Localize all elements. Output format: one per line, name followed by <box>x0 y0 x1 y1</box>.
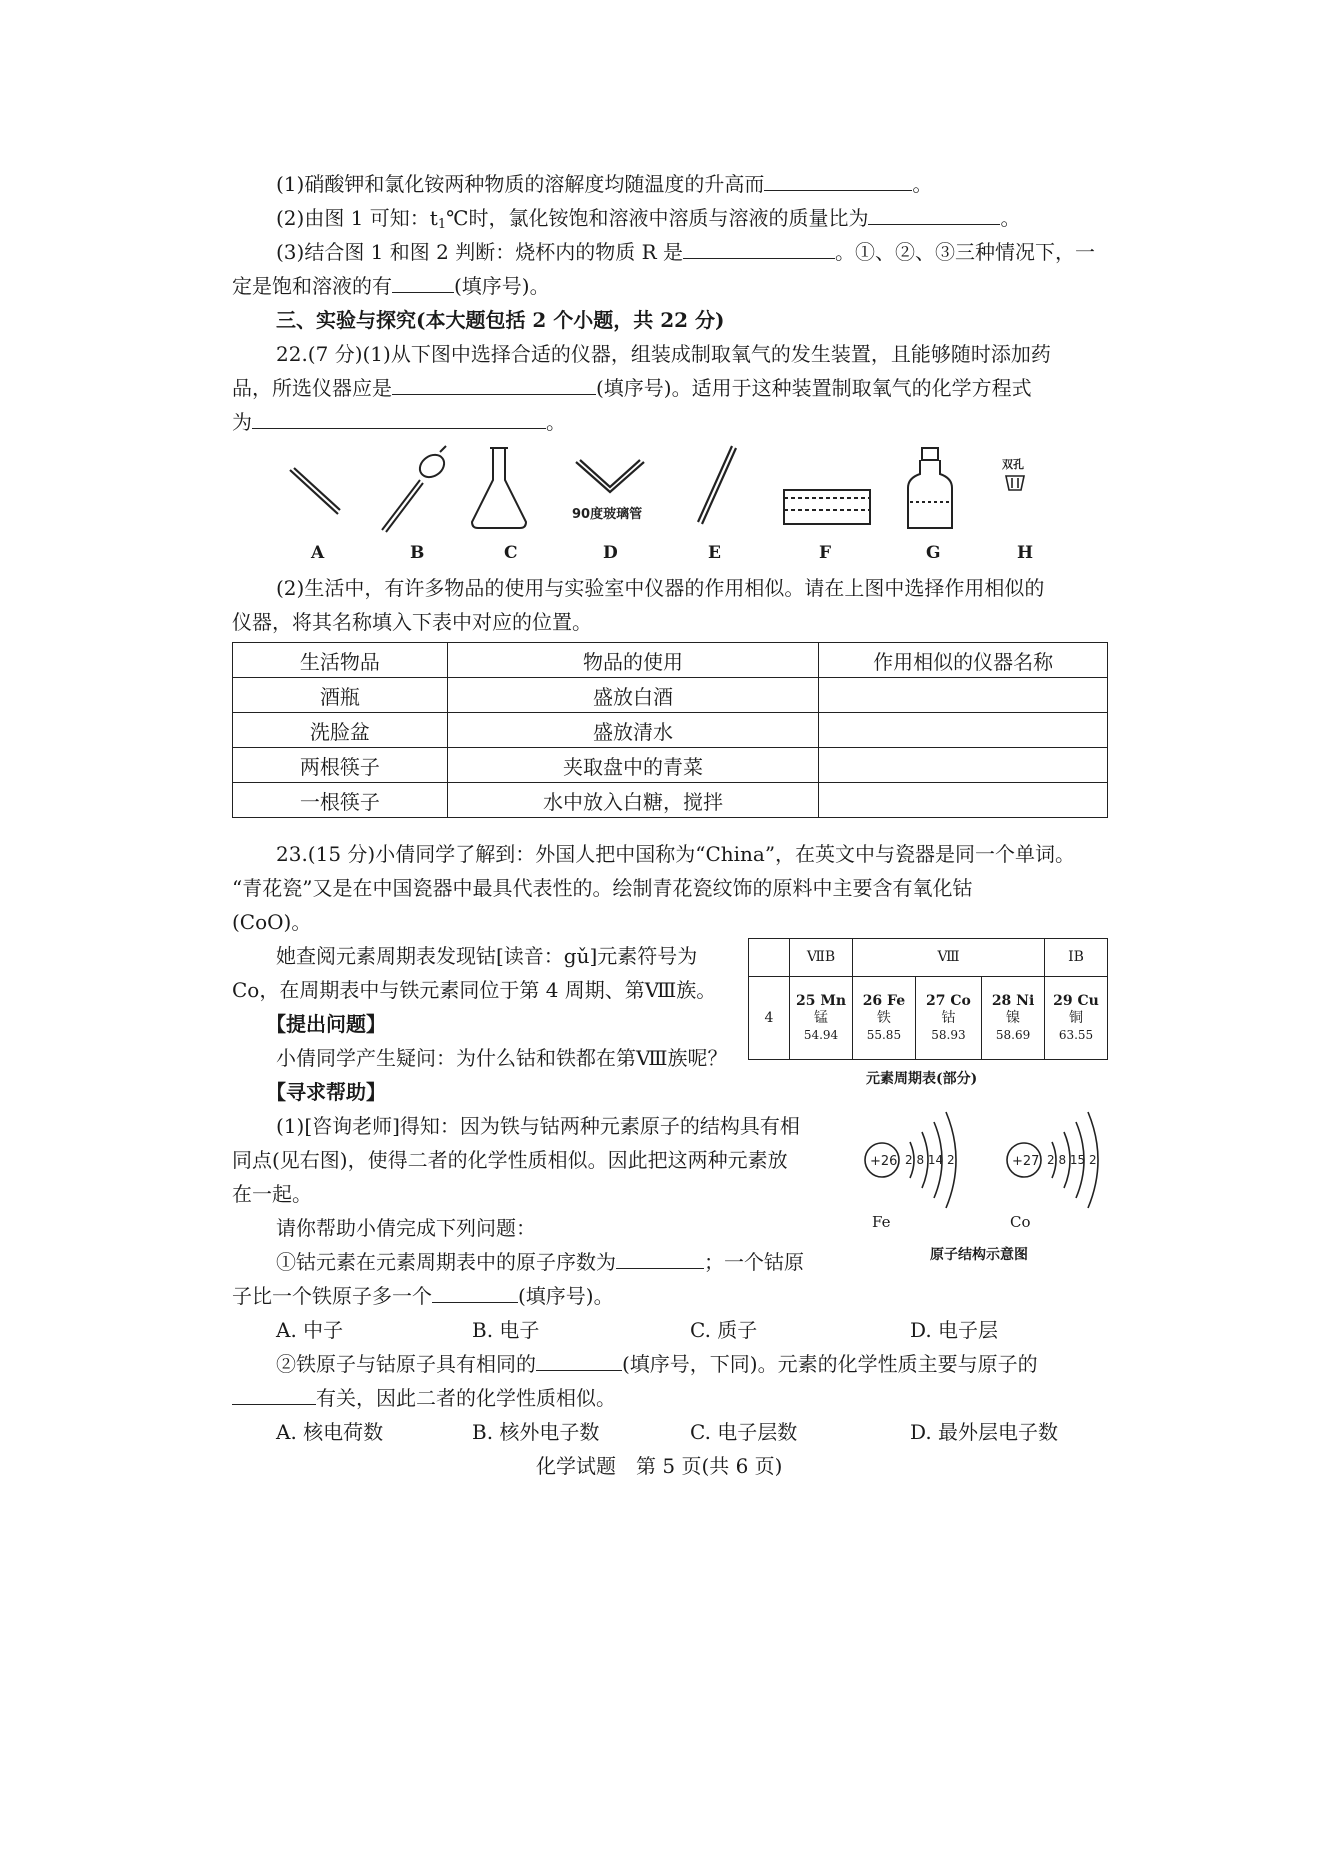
answer-blank[interactable] <box>232 1384 316 1405</box>
apparatus-figure <box>280 440 1060 540</box>
table-cell: 两根筷子 <box>233 748 448 783</box>
group-header: ⅠB <box>1045 939 1108 977</box>
atom-structure-diagram <box>860 1102 1110 1212</box>
q22-l2-text-b: (填序号)。适用于这种装置制取氧气的化学方程式 <box>596 376 1032 400</box>
answer-blank[interactable] <box>868 204 1000 225</box>
q21-p1-text: (1)硝酸钾和氯化铵两种物质的溶解度均随温度的升高而 <box>276 172 765 196</box>
element-mass: 54.94 <box>803 1027 839 1042</box>
option-b[interactable]: B. 电子 <box>472 1318 540 1342</box>
q21-p3-text-b: 。①、②、③三种情况下，一 <box>834 240 1095 264</box>
table-cell: 盛放清水 <box>447 713 819 748</box>
heading-propose-question: 【提出问题】 <box>266 1012 386 1036</box>
table-cell: 一根筷子 <box>233 783 448 818</box>
q23-line13 <box>276 1350 1038 1378</box>
table-cell: 盛放白酒 <box>447 678 819 713</box>
option-c[interactable]: C. 质子 <box>690 1318 758 1342</box>
answer-blank[interactable] <box>252 408 546 429</box>
element-mass: 63.55 <box>1058 1027 1094 1042</box>
table-cell: 洗脸盆 <box>233 713 448 748</box>
heading-seek-help: 【寻求帮助】 <box>266 1080 386 1104</box>
q23-line14 <box>232 1384 616 1412</box>
answer-blank[interactable] <box>616 1248 704 1269</box>
q23-line9: 在一起。 <box>232 1182 312 1206</box>
page-footer: 化学试题 第 5 页(共 6 页) <box>536 1454 783 1478</box>
conical-flask-icon <box>472 448 526 528</box>
glass-rod-icon <box>698 446 736 524</box>
long-neck-funnel-icon <box>382 446 448 532</box>
answer-cell[interactable] <box>819 713 1108 748</box>
option-a[interactable]: A. 中子 <box>276 1318 344 1342</box>
element-name: 钴 <box>941 1009 956 1026</box>
answer-blank[interactable] <box>392 374 596 395</box>
q23-line3: (CoO)。 <box>232 910 312 934</box>
q22-part2-line1: (2)生活中，有许多物品的使用与实验室中仪器的作用相似。请在上图中选择作用相似的 <box>276 576 1045 600</box>
table-cell: 水中放入白糖，搅拌 <box>447 783 819 818</box>
gas-bottle-icon <box>908 448 952 528</box>
group-header: ⅦB <box>790 939 853 977</box>
option-b[interactable]: B. 核外电子数 <box>472 1420 600 1444</box>
option-c[interactable]: C. 电子层数 <box>690 1420 798 1444</box>
q23-l14-text: 有关，因此二者的化学性质相似。 <box>316 1386 616 1410</box>
element-cell <box>790 977 853 1060</box>
q23-l13-text-b: (填序号，下同)。元素的化学性质主要与原子的 <box>622 1352 1038 1376</box>
q23-line10: 请你帮助小倩完成下列问题： <box>276 1216 536 1240</box>
apparatus-label-h: H <box>1017 543 1034 563</box>
fe-shell-electrons: 2 8 14 2 <box>905 1153 955 1167</box>
element-symbol: 29 Cu <box>1053 992 1099 1009</box>
element-cell <box>853 977 916 1060</box>
q21-part3 <box>276 238 1095 266</box>
q22-l3-text-a: 为 <box>232 410 252 434</box>
element-cell <box>1045 977 1108 1060</box>
co-shell-electrons: 2 8 15 2 <box>1047 1153 1097 1167</box>
element-symbol: 25 Mn <box>795 992 847 1009</box>
table-cell: 夹取盘中的青菜 <box>447 748 819 783</box>
fe-label: Fe <box>872 1213 891 1231</box>
q23-line11 <box>276 1248 804 1276</box>
q23-line6: 小倩同学产生疑问：为什么钴和铁都在第Ⅷ族呢？ <box>276 1046 728 1070</box>
table-header: 生活物品 <box>233 643 448 678</box>
q21-part3-cont <box>232 272 550 300</box>
co-label: Co <box>1010 1213 1031 1231</box>
answer-cell[interactable] <box>819 783 1108 818</box>
apparatus-label-d: D <box>603 543 618 563</box>
fe-nucleus-charge: +26 <box>870 1154 898 1169</box>
q22-line1: 22.(7 分)(1)从下图中选择合适的仪器，组装成制取氧气的发生装置，且能够随时添加药 <box>276 342 1051 366</box>
answer-blank[interactable] <box>392 272 454 293</box>
section-heading: 三、实验与探究(本大题包括 2 个小题，共 22 分) <box>276 308 725 332</box>
q23-l11-text-b: ；一个钴原 <box>704 1250 804 1274</box>
apparatus-label-g: G <box>926 543 941 563</box>
tweezers-icon <box>290 468 340 514</box>
group-header: Ⅷ <box>853 939 1045 977</box>
apparatus-label-e: E <box>708 543 721 563</box>
two-hole-stopper-icon <box>1006 476 1024 490</box>
glass-tube-90-icon <box>576 460 644 492</box>
stopper-label: 双孔 <box>1002 458 1024 471</box>
answer-blank[interactable] <box>536 1350 622 1371</box>
periodic-table-excerpt <box>748 938 1108 1060</box>
q21-p3-text-c: 定是饱和溶液的有 <box>232 274 392 298</box>
q22-l3-end: 。 <box>546 410 566 434</box>
answer-blank[interactable] <box>764 170 912 191</box>
q23-line12 <box>232 1282 614 1310</box>
q21-part1 <box>276 170 932 198</box>
option-d[interactable]: D. 电子层 <box>910 1318 999 1342</box>
element-mass: 55.85 <box>866 1027 902 1042</box>
options-row-2 <box>276 1418 1058 1446</box>
table-row <box>233 783 1108 818</box>
apparatus-label-a: A <box>311 543 325 563</box>
q23-line8: 同点(见右图)，使得二者的化学性质相似。因此把这两种元素放 <box>232 1148 788 1172</box>
q21-p1-end: 。 <box>912 172 933 196</box>
element-cell <box>982 977 1045 1060</box>
q22-line2 <box>232 374 1032 402</box>
apparatus-label-f: F <box>819 543 832 563</box>
answer-cell[interactable] <box>819 678 1108 713</box>
q23-line2: “青花瓷”又是在中国瓷器中最具代表性的。绘制青花瓷纹饰的原料中主要含有氧化钴 <box>232 876 973 900</box>
q21-p3-text-d: (填序号)。 <box>454 274 550 298</box>
periodic-table-caption: 元素周期表(部分) <box>866 1071 978 1087</box>
element-mass: 58.93 <box>931 1027 966 1042</box>
glass-tube-label: 90度玻璃管 <box>572 507 643 522</box>
table-row <box>233 678 1108 713</box>
period-header-cell <box>749 939 790 977</box>
q23-line1: 23.(15 分)小倩同学了解到：外国人把中国称为“China”，在英文中与瓷器是同一个单词。 <box>276 842 1076 866</box>
q21-p2-text-b: ℃时，氯化铵饱和溶液中溶质与溶液的质量比为 <box>446 206 869 230</box>
q23-l13-text-a: ②铁原子与钴原子具有相同的 <box>276 1352 536 1376</box>
element-symbol: 28 Ni <box>991 992 1035 1009</box>
table-header: 物品的使用 <box>447 643 819 678</box>
q21-part2 <box>276 204 1020 239</box>
element-name: 锰 <box>814 1009 828 1026</box>
element-name: 铁 <box>876 1009 891 1026</box>
option-d[interactable]: D. 最外层电子数 <box>910 1420 1059 1444</box>
q21-p3-text-a: (3)结合图 1 和图 2 判断：烧杯内的物质 R 是 <box>276 240 683 264</box>
table-row <box>233 748 1108 783</box>
atom-diagram-caption: 原子结构示意图 <box>930 1247 1028 1263</box>
table-header: 作用相似的仪器名称 <box>819 643 1108 678</box>
q23-line4: 她查阅元素周期表发现钴[读音：gǔ]元素符号为 <box>276 944 698 968</box>
table-row <box>233 713 1108 748</box>
answer-blank[interactable] <box>432 1282 518 1303</box>
answer-cell[interactable] <box>819 748 1108 783</box>
options-row-1 <box>276 1316 998 1344</box>
q23-l11-text-a: ①钴元素在元素周期表中的原子序数为 <box>276 1250 616 1274</box>
life-items-table <box>232 642 1108 818</box>
co-nucleus-charge: +27 <box>1012 1154 1040 1169</box>
table-header-row <box>233 643 1108 678</box>
period-number: 4 <box>749 977 790 1060</box>
q23-l12-text-a: 子比一个铁原子多一个 <box>232 1284 432 1308</box>
answer-blank[interactable] <box>683 238 835 259</box>
element-symbol: 26 Fe <box>862 992 906 1009</box>
q22-part2-line2: 仪器，将其名称填入下表中对应的位置。 <box>232 610 592 634</box>
apparatus-label-c: C <box>504 543 518 563</box>
q23-line5: Co，在周期表中与铁元素同位于第 4 周期、第Ⅷ族。 <box>232 978 717 1002</box>
table-cell: 酒瓶 <box>233 678 448 713</box>
water-trough-icon <box>784 490 870 524</box>
q21-p2-text-a: (2)由图 1 可知：t <box>276 206 438 230</box>
element-cell <box>915 977 981 1060</box>
q21-p2-subscript: 1 <box>437 217 447 232</box>
element-name: 铜 <box>1069 1009 1083 1026</box>
q22-l2-text-a: 品，所选仪器应是 <box>232 376 392 400</box>
option-a[interactable]: A. 核电荷数 <box>276 1420 384 1444</box>
apparatus-label-b: B <box>410 543 425 563</box>
element-name: 镍 <box>1006 1009 1021 1026</box>
q23-line7: (1)[咨询老师]得知：因为铁与钴两种元素原子的结构具有相 <box>276 1114 800 1138</box>
q21-p2-end: 。 <box>1000 206 1021 230</box>
element-mass: 58.69 <box>995 1027 1031 1042</box>
element-symbol: 27 Co <box>926 992 971 1009</box>
q23-l12-text-b: (填序号)。 <box>518 1284 614 1308</box>
q22-line3 <box>232 408 566 436</box>
